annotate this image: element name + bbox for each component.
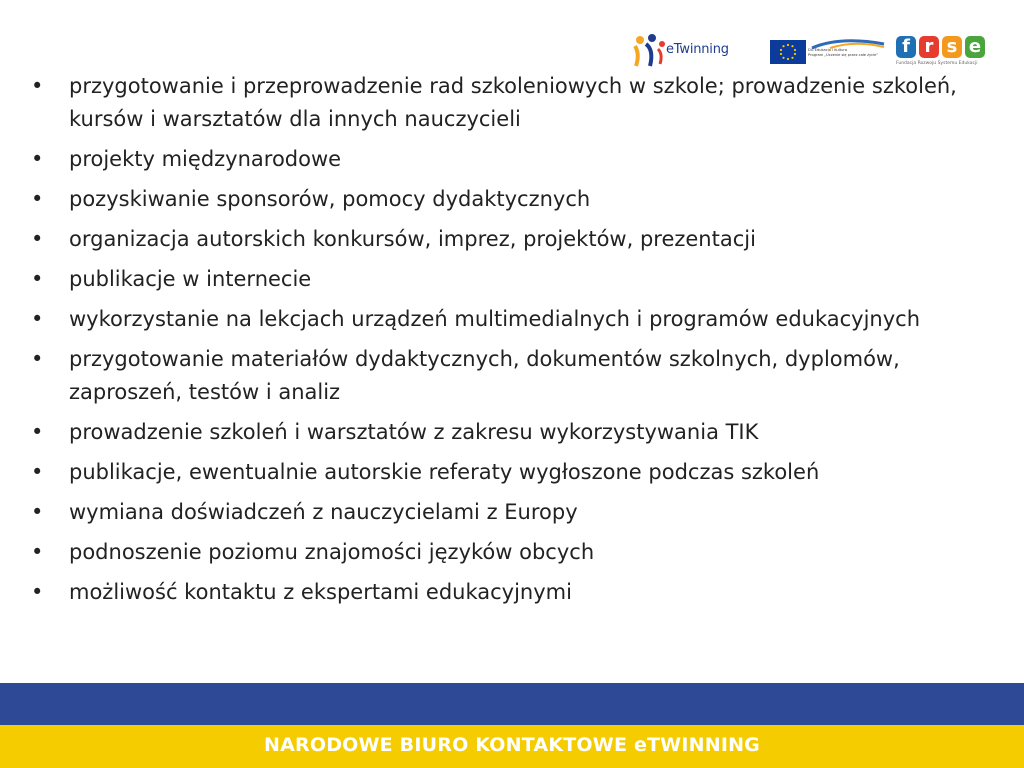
bullet-list bbox=[30, 70, 970, 616]
footer-blue-bar bbox=[0, 683, 1024, 725]
list-item bbox=[30, 416, 970, 449]
list-item-text: projekty międzynarodowe bbox=[69, 147, 342, 171]
etwinning-wordmark: eTwinning bbox=[666, 42, 729, 57]
list-item-text: wymiana doświadczeń z nauczycielami z Europy bbox=[69, 500, 578, 524]
bullet-icon: • bbox=[31, 500, 44, 524]
list-item bbox=[30, 536, 970, 569]
eu-flag-icon bbox=[770, 40, 806, 64]
list-item bbox=[30, 183, 970, 216]
list-item bbox=[30, 343, 970, 409]
list-item-text: organizacja autorskich konkursów, imprez, projektów, prezentacji bbox=[69, 227, 756, 251]
etwinning-figures-icon bbox=[632, 32, 668, 72]
frse-letter: e bbox=[965, 36, 985, 58]
bullet-icon: • bbox=[31, 460, 44, 484]
eu-program-text: DG Edukacja i Kultura Program „Uczenie się przez całe życie” bbox=[808, 48, 879, 57]
footer-title: NARODOWE BIURO KONTAKTOWE eTWINNING bbox=[264, 734, 760, 756]
bullet-icon: • bbox=[31, 74, 44, 98]
eu-program-logo bbox=[770, 38, 888, 74]
list-item-text: publikacje w internecie bbox=[69, 267, 312, 291]
frse-letters bbox=[896, 36, 988, 58]
list-item bbox=[30, 456, 970, 489]
list-item bbox=[30, 303, 970, 336]
frse-letter: s bbox=[942, 36, 962, 58]
list-item bbox=[30, 496, 970, 529]
bullet-icon: • bbox=[31, 227, 44, 251]
list-item-text: publikacje, ewentualnie autorskie referaty wygłoszone podczas szkoleń bbox=[69, 460, 820, 484]
list-item bbox=[30, 263, 970, 296]
etwinning-logo bbox=[632, 32, 750, 72]
bullet-icon: • bbox=[31, 540, 44, 564]
list-item-text: przygotowanie i przeprowadzenie rad szkoleniowych w szkole; prowadzenie szkoleń, kursów i warsztatów dla innych nauczycieli bbox=[69, 74, 957, 131]
bullet-icon: • bbox=[31, 267, 44, 291]
list-item-text: możliwość kontaktu z ekspertami edukacyjnymi bbox=[69, 580, 572, 604]
list-item bbox=[30, 143, 970, 176]
bullet-icon: • bbox=[31, 187, 44, 211]
bullet-icon: • bbox=[31, 147, 44, 171]
list-item-text: przygotowanie materiałów dydaktycznych, dokumentów szkolnych, dyplomów, zaproszeń, testów i analiz bbox=[69, 347, 900, 404]
bullet-icon: • bbox=[31, 580, 44, 604]
frse-subtitle: Fundacja Rozwoju Systemu Edukacji bbox=[896, 61, 978, 66]
list-item bbox=[30, 576, 970, 609]
list-item-text: podnoszenie poziomu znajomości języków obcych bbox=[69, 540, 595, 564]
bullet-icon: • bbox=[31, 347, 44, 371]
frse-letter: r bbox=[919, 36, 939, 58]
frse-letter: f bbox=[896, 36, 916, 58]
list-item-text: wykorzystanie na lekcjach urządzeń multimedialnych i programów edukacyjnych bbox=[69, 307, 921, 331]
bullet-icon: • bbox=[31, 420, 44, 444]
bullet-icon: • bbox=[31, 307, 44, 331]
list-item bbox=[30, 223, 970, 256]
list-item bbox=[30, 70, 970, 136]
list-item-text: pozyskiwanie sponsorów, pomocy dydaktycznych bbox=[69, 187, 591, 211]
list-item-text: prowadzenie szkoleń i warsztatów z zakresu wykorzystywania TIK bbox=[69, 420, 759, 444]
